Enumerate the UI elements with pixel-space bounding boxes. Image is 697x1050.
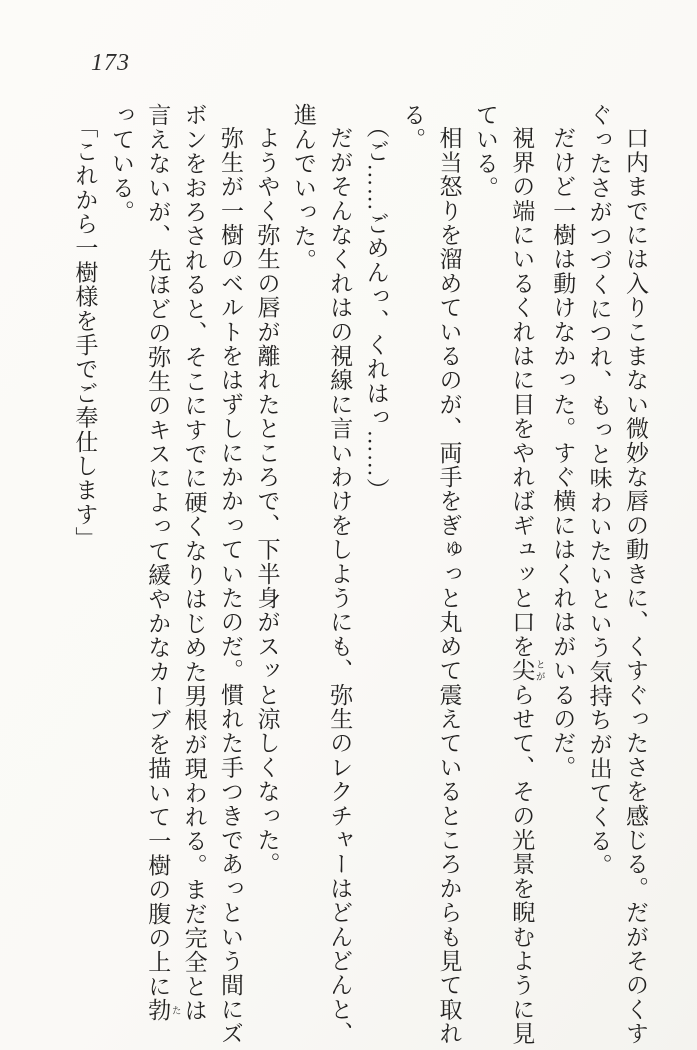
paragraph: ようやく弥生の唇が離れたところで、下半身がスッと涼しくなった。 (254, 126, 280, 877)
paragraph: 口内までには入りこまない微妙な唇の動きに、くすぐったさを感じる。だがそのくすぐったさがつづくにつれ、もっと味わいたいという気持ちが出てくる。 (586, 103, 648, 1046)
paragraph: （ご……ごめんっ、くれはっ……） (363, 114, 389, 502)
text-block (66, 103, 653, 1046)
furigana-annotated-char: 尖 とが (509, 658, 544, 683)
paragraph: 視界の端にいるくれはに目をやればギュッと口を尖 とがらせて、その光景を睨むように見ている。 (472, 103, 544, 1046)
furigana-annotated-char: 勃 た (145, 998, 180, 1023)
paragraph: 「これから一樹様を手でご奉仕します」 (72, 114, 98, 551)
paragraph: 弥生が一樹のベルトをはずしにかかっていたのだ。慣れた手つきであっという間にズボンをおろされると、そこにすでに硬くなりはじめた男根が現われる。まだ完全とは言えないが、先ほどの弥生のキスによって緩やかなカーブを描いて一樹の腹の上に勃 たっている。 (108, 103, 244, 1046)
paragraph: 相当怒りを溜めているのが、両手をぎゅっと丸めて震えているところからも見て取れる。 (400, 103, 462, 1046)
paragraph: だけど一樹は動けなかった。すぐ横にはくれはがいるのだ。 (550, 126, 576, 780)
page-number: 173 (91, 50, 130, 76)
paragraph: だがそんなくれはの視線に言いわけをしようにも、弥生のレクチャーはどんどんと、進んでいった。 (290, 103, 353, 1046)
